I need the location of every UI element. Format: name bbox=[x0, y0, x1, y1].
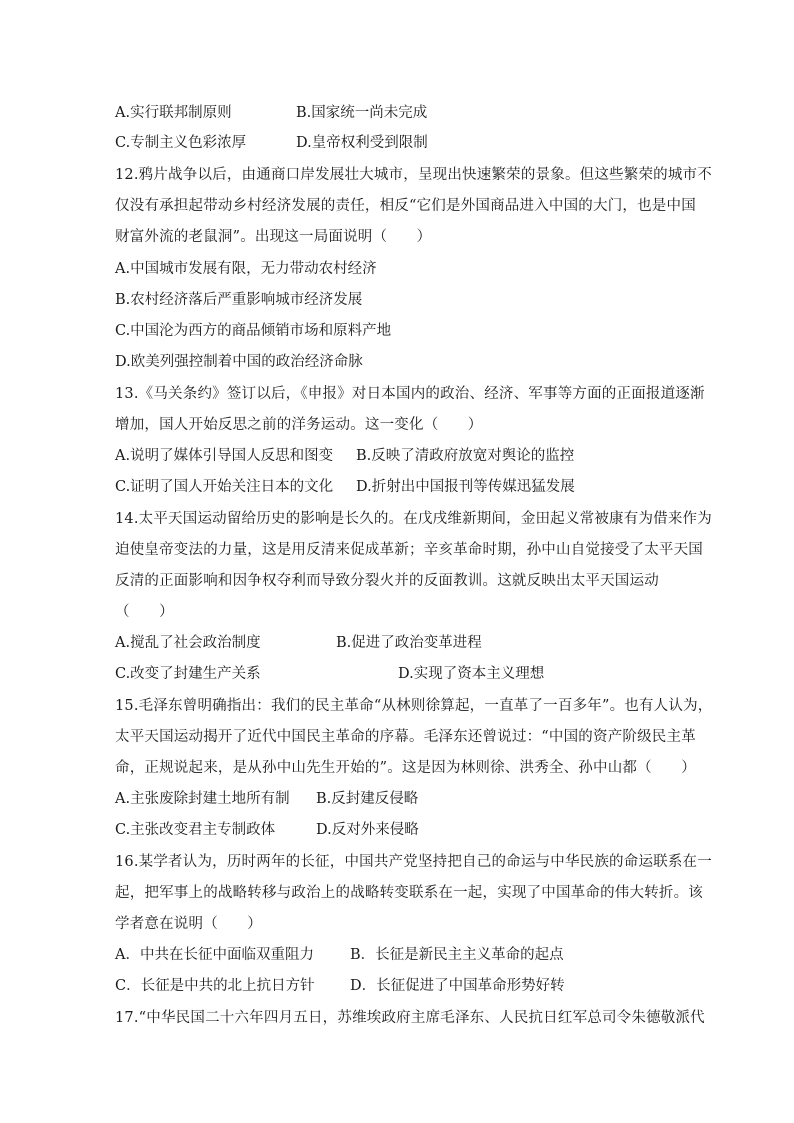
q15-option-c: C.主张改变君主专制政体 bbox=[115, 822, 276, 838]
q11-option-b: B.国家统一尚未完成 bbox=[296, 105, 428, 121]
q16-stem-line-1: 16.某学者认为，历时两年的长征，中国共产党坚持把自己的命运与中华民族的命运联系在一 bbox=[115, 854, 712, 870]
q13-option-c: C.证明了国人开始关注日本的文化 bbox=[115, 479, 334, 495]
q16-option-b: B．长征是新民主主义革命的起点 bbox=[350, 947, 564, 963]
q14-option-c: C.改变了封建生产关系 bbox=[115, 666, 261, 682]
q15-stem-line-2: 太平天国运动揭开了近代中国民主革命的序幕。毛泽东还曾说过：“中国的资产阶级民主革 bbox=[115, 729, 696, 745]
q16-option-a: A．中共在长征中面临双重阻力 bbox=[115, 947, 314, 963]
q15-stem-line-1: 15.毛泽东曾明确指出：我们的民主革命“从林则徐算起，一直革了一百多年”。也有人认为， bbox=[115, 698, 713, 714]
q12-stem-line-1: 12.鸦片战争以后，由通商口岸发展壮大城市，呈现出快速繁荣的景象。但这些繁荣的城市不 bbox=[115, 167, 712, 183]
q12-option-d: D.欧美列强控制着中国的政治经济命脉 bbox=[115, 354, 363, 370]
q14-option-b: B.促进了政治变革进程 bbox=[336, 635, 482, 651]
q12-option-c: C.中国沦为西方的商品倾销市场和原料产地 bbox=[115, 323, 392, 339]
q13-option-d: D.折射出中国报刊等传媒迅猛发展 bbox=[356, 479, 575, 495]
q12-option-b: B.农村经济落后严重影响城市经济发展 bbox=[115, 292, 363, 308]
q13-stem-line-1: 13.《马关条约》签订以后，《申报》对日本国内的政治、经济、军事等方面的正面报道逐渐 bbox=[115, 386, 705, 402]
q11-option-a: A.实行联邦制原则 bbox=[115, 105, 232, 121]
q13-stem-line-2: 增加，国人开始反思之前的洋务运动。这一变化（ ） bbox=[115, 417, 483, 433]
q15-option-b: B.反封建反侵略 bbox=[316, 791, 419, 807]
q15-option-d: D.反对外来侵略 bbox=[316, 822, 419, 838]
q11-option-c: C.专制主义色彩浓厚 bbox=[115, 135, 247, 151]
q14-stem-line-3: 反清的正面影响和因争权夺利而导致分裂火并的反面教训。这就反映出太平天国运动 bbox=[115, 573, 659, 589]
q12-stem-line-3: 财富外流的老鼠洞”。出现这一局面说明（ ） bbox=[115, 229, 432, 245]
q15-option-a: A.主张废除封建土地所有制 bbox=[115, 791, 290, 807]
q14-stem-line-4: （ ） bbox=[115, 604, 174, 620]
q16-option-d: D．长征促进了中国革命形势好转 bbox=[350, 978, 565, 994]
q14-option-a: A.搅乱了社会政治制度 bbox=[115, 635, 261, 651]
q17-stem-line-1: 17.“中华民国二十六年四月五日，苏维埃政府主席毛泽东、人民抗日红军总司令朱德敬派代 bbox=[115, 1010, 705, 1026]
q16-option-c: C．长征是中共的北上抗日方针 bbox=[115, 978, 315, 994]
q14-stem-line-2: 迫使皇帝变法的力量，这是用反清来促成革新；辛亥革命时期，孙中山自觉接受了太平天国 bbox=[115, 542, 703, 558]
q12-stem-line-2: 仅没有承担起带动乡村经济发展的责任，相反“它们是外国商品进入中国的大门，也是中国 bbox=[115, 198, 696, 214]
q16-stem-line-2: 起，把军事上的战略转移与政治上的战略转变联系在一起，实现了中国革命的伟大转折。该 bbox=[115, 885, 703, 901]
q14-stem-line-1: 14.太平天国运动留给历史的影响是长久的。在戊戌维新期间，金田起义常被康有为借来作为 bbox=[115, 511, 712, 527]
q14-option-d: D.实现了资本主义理想 bbox=[398, 666, 545, 682]
q13-option-a: A.说明了媒体引导国人反思和图变 bbox=[115, 448, 334, 464]
q12-option-a: A.中国城市发展有限，无力带动农村经济 bbox=[115, 261, 377, 277]
q15-stem-line-3: 命，正规说起来，是从孙中山先生开始的”。这是因为林则徐、洪秀全、孙中山都（ ） bbox=[115, 760, 696, 776]
q13-option-b: B.反映了清政府放宽对舆论的监控 bbox=[356, 448, 575, 464]
q16-stem-line-3: 学者意在说明（ ） bbox=[115, 916, 262, 932]
q11-option-d: D.皇帝权利受到限制 bbox=[296, 135, 428, 151]
